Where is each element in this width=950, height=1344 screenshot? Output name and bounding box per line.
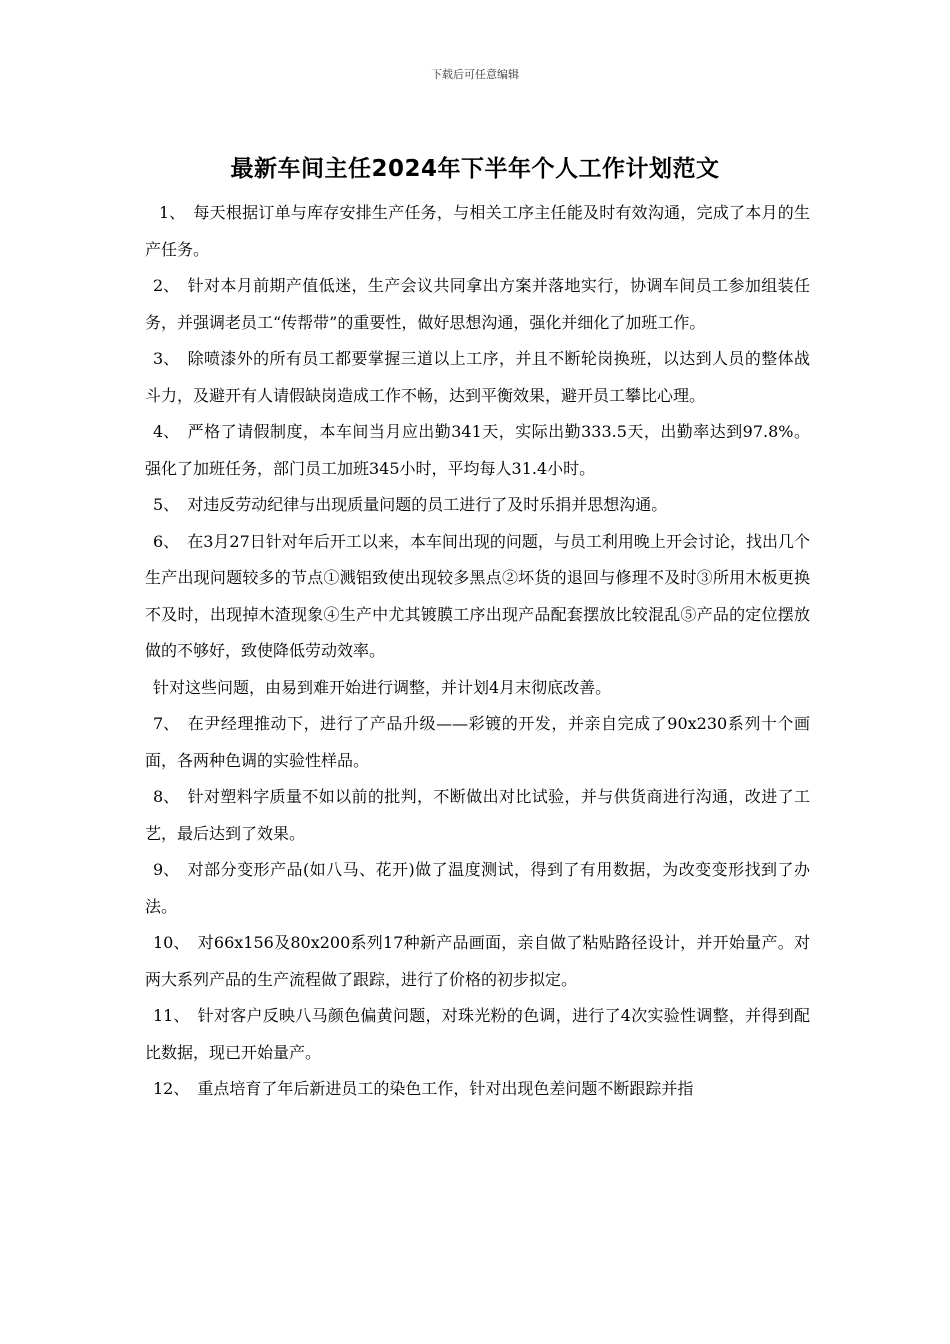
paragraph-text: 每天根据订单与库存安排生产任务，与相关工序主任能及时有效沟通，完成了本月的生产任务。 (145, 203, 810, 259)
document-body (145, 195, 810, 1108)
paragraph-4 (145, 414, 810, 487)
paragraph-text: 针对本月前期产值低迷，生产会议共同拿出方案并落地实行，协调车间员工参加组装任务，并强调老员工“传帮带”的重要性，做好思想沟通，强化并细化了加班工作。 (145, 276, 810, 332)
paragraph-5 (145, 487, 810, 524)
item-number: 11、 (153, 1006, 190, 1025)
paragraph-12 (145, 1071, 810, 1108)
page-header-note: 下载后可任意编辑 (431, 68, 519, 81)
paragraph-9 (145, 852, 810, 925)
paragraph-6 (145, 524, 810, 670)
paragraph-7 (145, 706, 810, 779)
item-number: 5、 (153, 495, 180, 514)
paragraph-1 (145, 195, 810, 268)
paragraph-text: 除喷漆外的所有员工都要掌握三道以上工序，并且不断轮岗换班，以达到人员的整体战斗力，及避开有人请假缺岗造成工作不畅，达到平衡效果，避开员工攀比心理。 (145, 349, 810, 405)
item-number: 6、 (153, 531, 180, 551)
paragraph-text: 在尹经理推动下，进行了产品升级——彩镀的开发，并亲自完成了90x230系列十个画面，各两种色调的实验性样品。 (145, 714, 810, 770)
paragraph-text: 针对这些问题，由易到难开始进行调整，并计划4月末彻底改善。 (153, 677, 612, 697)
paragraph-11 (145, 998, 810, 1071)
paragraph-text: 重点培育了年后新进员工的染色工作，针对出现色差问题不断跟踪并指 (197, 1079, 694, 1098)
item-number: 3、 (153, 349, 180, 368)
item-number: 9、 (153, 860, 180, 879)
item-number: 2、 (153, 276, 180, 295)
paragraph-2 (145, 268, 810, 341)
paragraph-3 (145, 341, 810, 414)
paragraph-text: 对66x156及80x200系列17种新产品画面，亲自做了粘贴路径设计，并开始量产。对两大系列产品的生产流程做了跟踪，进行了价格的初步拟定。 (145, 933, 810, 989)
item-number: 1、 (159, 203, 186, 222)
document-title: 最新车间主任2024年下半年个人工作计划范文 (230, 156, 720, 182)
paragraph-text: 对违反劳动纪律与出现质量问题的员工进行了及时乐捐并思想沟通。 (187, 495, 668, 514)
item-number: 12、 (153, 1079, 190, 1098)
item-number: 10、 (153, 933, 190, 952)
paragraph-text: 针对客户反映八马颜色偏黄问题，对珠光粉的色调，进行了4次实验性调整，并得到配比数据，现已开始量产。 (145, 1006, 810, 1062)
item-number: 7、 (153, 714, 180, 733)
paragraph-6-followup (145, 670, 810, 707)
paragraph-text: 严格了请假制度，本车间当月应出勤341天，实际出勤333.5天，出勤率达到97.8%。强化了加班任务，部门员工加班345小时，平均每人31.4小时。 (145, 422, 810, 478)
paragraph-8 (145, 779, 810, 852)
paragraph-10 (145, 925, 810, 998)
paragraph-text: 在3月27日针对年后开工以来，本车间出现的问题，与员工利用晚上开会讨论，找出几个生产出现问题较多的节点①溅铝致使出现较多黑点②坏货的退回与修理不及时③所用木板更换不及时，出现掉木渣现象④生产中尤其镀膜工序出现产品配套摆放比较混乱⑤产品的定位摆放做的不够好，致使降低劳动效率。 (145, 531, 810, 660)
paragraph-text: 针对塑料字质量不如以前的批判，不断做出对比试验，并与供货商进行沟通，改进了工艺，最后达到了效果。 (145, 787, 810, 843)
item-number: 4、 (153, 422, 180, 441)
item-number: 8、 (153, 787, 180, 806)
paragraph-text: 对部分变形产品(如八马、花开)做了温度测试，得到了有用数据，为改变变形找到了办法。 (145, 860, 810, 916)
